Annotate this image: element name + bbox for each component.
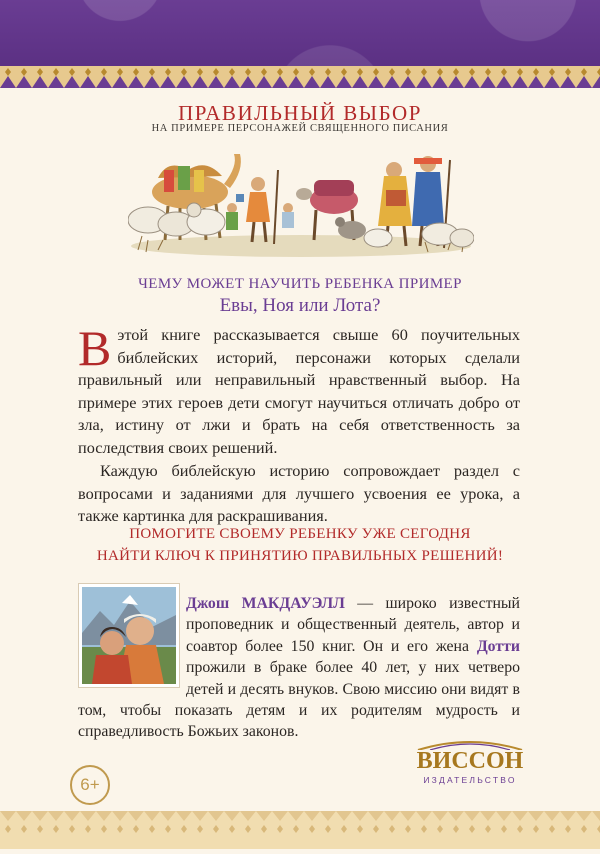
author-name: Джош МАКДАУЭЛЛ (186, 595, 345, 612)
author-bio-text-1: — широко известный проповедник и общественный деятель, автор и соавтор более 150 книг. Он и его жена (186, 595, 521, 655)
description-paragraph-2: Каждую библейскую историю сопровождает раздел с вопросами и заданиями для лучшего усвоения ее урока, а также картинка для раскрашивания. (78, 461, 520, 525)
top-ornament-border (0, 66, 600, 88)
description-paragraph-1 (78, 320, 520, 459)
age-rating-badge: 6+ (70, 765, 110, 805)
book-subtitle: НА ПРИМЕРЕ ПЕРСОНАЖЕЙ СВЯЩЕННОГО ПИСАНИЯ (151, 123, 449, 134)
drop-cap: В (78, 320, 112, 376)
question-line-2: Евы, Ноя или Лота? (219, 295, 381, 316)
publisher-logo (410, 748, 530, 796)
publisher-subtitle: ИЗДАТЕЛЬСТВО (423, 775, 517, 785)
caravan-illustration (128, 150, 474, 258)
description-text (78, 320, 520, 528)
top-purple-band (0, 0, 600, 72)
question-line-1: ЧЕМУ МОЖЕТ НАУЧИТЬ РЕБЕНКА ПРИМЕР (138, 276, 462, 292)
cta-line-2: НАЙТИ КЛЮЧ К ПРИНЯТИЮ ПРАВИЛЬНЫХ РЕШЕНИЙ! (96, 548, 504, 564)
author-bio-text-2: прожили в браке более 40 лет, у них четверо детей и десять внуков. Свою миссию они видят в том, чтобы показать детям и их родителям мудрость и справедливость Божьих законов. (78, 659, 520, 741)
call-to-action (0, 523, 600, 567)
sheep-group-left (128, 203, 225, 236)
author-bio (78, 593, 520, 743)
cta-line-1: ПОМОГИТЕ СВОЕМУ РЕБЕНКУ УЖЕ СЕГОДНЯ (129, 526, 471, 542)
question-heading (0, 273, 600, 317)
author-wife-name: Дотти (476, 637, 520, 655)
paragraph-1-text: этой книге рассказывается свыше 60 поучительных библейских историй, персонажи которых сделали правильный или неправильный нравственный выбор. На примере этих героев дети смогут научиться отличать добро от зла, истину от лжи и брать на себя ответственность за последствия своих решений. (78, 325, 520, 457)
publisher-name: ВИССОН (416, 748, 524, 774)
bottom-ornament-border (0, 811, 600, 849)
child-with-staff (236, 170, 278, 244)
publisher-arch-icon (410, 738, 530, 750)
book-title: ПРАВИЛЬНЫЙ ВЫБОР (178, 101, 422, 125)
